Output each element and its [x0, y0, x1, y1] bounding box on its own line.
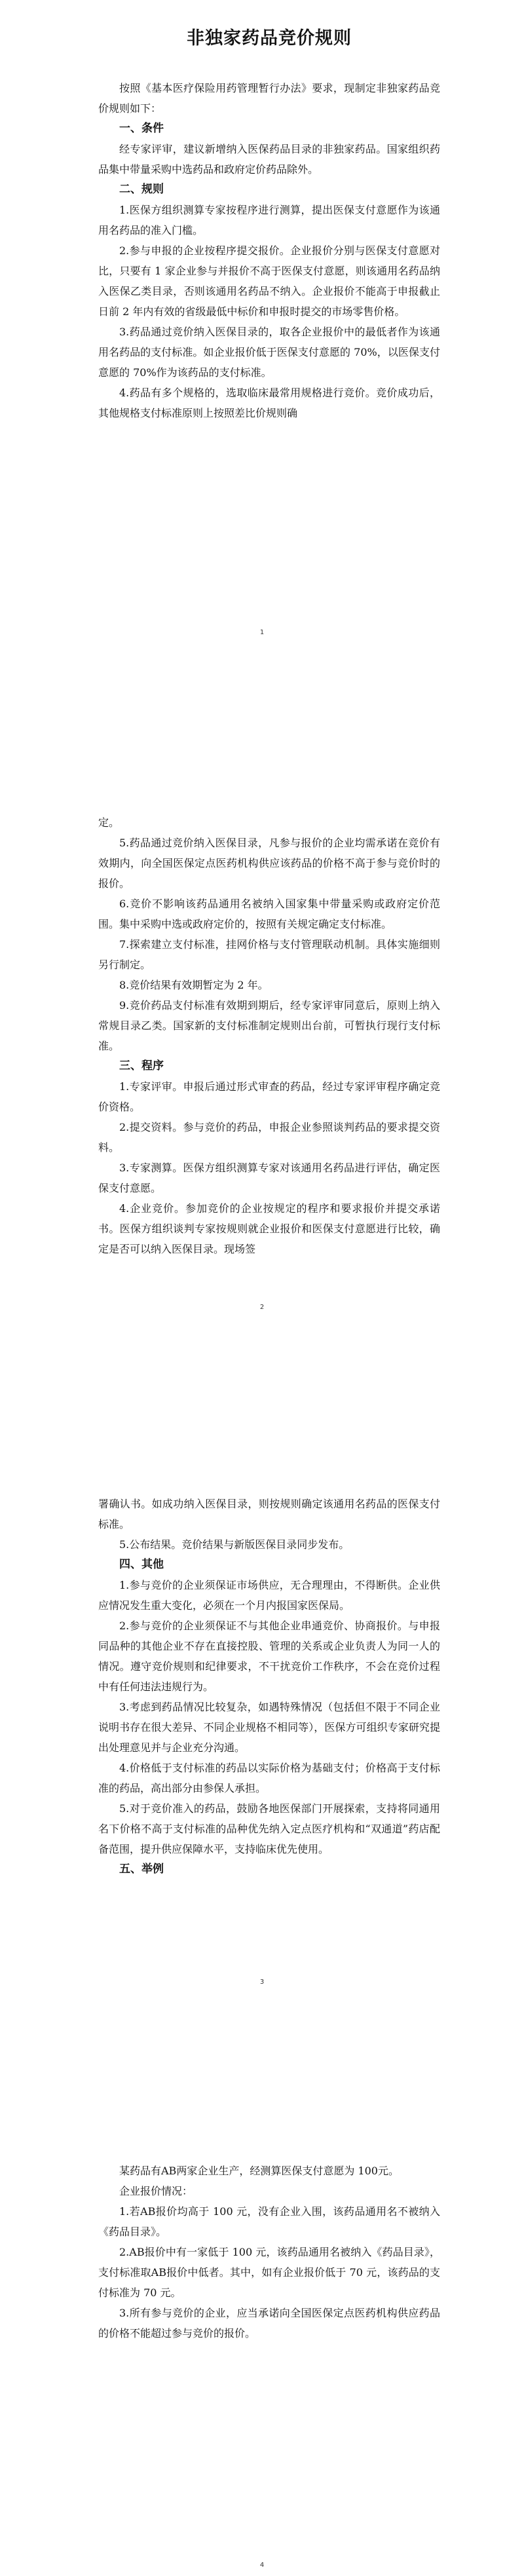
- paragraph: 2.参与竞价的企业须保证不与其他企业串通竞价、协商报价。与申报同品种的其他企业不存在直接控股、管理的关系或企业负责人为同一人的情况。遵守竞价规则和纪律要求，不干扰竞价工作秩序，不会在竞价过程中有任何违法违规行为。: [98, 1619, 440, 1693]
- section-heading-conditions: 一、条件: [119, 122, 164, 135]
- intro-paragraph: 按照《基本医疗保险用药管理暂行办法》要求，现制定非独家药品竞价规则如下：: [98, 82, 440, 115]
- paragraph: 8.竞价结果有效期暂定为 2 年。: [119, 979, 269, 991]
- section-heading-rules: 二、规则: [119, 183, 164, 196]
- page-4: [0, 2024, 524, 2576]
- paragraph: 1.医保方组织测算专家按程序进行测算，提出医保支付意愿作为该通用名药品的准入门槛。: [98, 204, 440, 237]
- paragraph: 1.参与竞价的企业须保证市场供应，无合理理由，不得断供。企业供应情况发生重大变化，必须在一个月内报国家医保局。: [98, 1579, 440, 1612]
- paragraph: 企业报价情况：: [119, 2185, 193, 2197]
- page-2: [0, 675, 524, 1350]
- paragraph: 3.专家测算。医保方组织测算专家对该通用名药品进行评估，确定医保支付意愿。: [98, 1162, 440, 1194]
- paragraph: 4.企业竞价。参加竞价的企业按规定的程序和要求报价并提交承诺书。医保方组织谈判专家按规则就企业报价和医保支付意愿进行比较，确定是否可以纳入医保目录。现场签: [98, 1202, 440, 1255]
- paragraph: 1.若AB报价均高于 100 元，没有企业入围，该药品通用名不被纳入《药品目录》。: [98, 2205, 440, 2238]
- paragraph: 5.公布结果。竞价结果与新版医保目录同步发布。: [119, 1538, 350, 1551]
- paragraph: 7.探索建立支付标准，挂网价格与支付管理联动机制。具体实施细则另行制定。: [98, 938, 440, 971]
- paragraph: 2.提交资料。参与竞价的药品，申报企业参照谈判药品的要求提交资料。: [98, 1121, 440, 1154]
- page-1: [0, 0, 524, 675]
- page-3-body: [98, 1494, 440, 1880]
- paragraph: 6.竞价不影响该药品通用名被纳入国家集中带量采购或政府定价范围。集中采购中选或政府定价的，按照有关规定确定支付标准。: [98, 898, 440, 930]
- paragraph: 3.药品通过竞价纳入医保目录的，取各企业报价中的最低者作为该通用名药品的支付标准。如企业报价低于医保支付意愿的 70%，以医保支付意愿的 70%作为该药品的支付标准。: [98, 326, 440, 379]
- paragraph: 4.价格低于支付标准的药品以实际价格为基础支付；价格高于支付标准的药品，高出部分由参保人承担。: [98, 1762, 440, 1794]
- page-number: 4: [259, 2562, 265, 2569]
- paragraph: 1.专家评审。申报后通过形式审查的药品，经过专家评审程序确定竞价资格。: [98, 1080, 440, 1113]
- paragraph: 5.药品通过竞价纳入医保目录，凡参与报价的企业均需承诺在竞价有效期内，向全国医保定点医药机构供应该药品的价格不高于参与竞价时的报价。: [98, 837, 440, 890]
- paragraph: 3.考虑到药品情况比较复杂，如遇特殊情况（包括但不限于不同企业说明书存在很大差异、不同企业规格不相同等），医保方可组织专家研究提出处理意见并与企业充分沟通。: [98, 1701, 440, 1754]
- paragraph: 署确认书。如成功纳入医保目录，则按规则确定该通用名药品的医保支付标准。: [98, 1498, 440, 1530]
- paragraph: 某药品有AB两家企业生产，经测算医保支付意愿为 100元。: [119, 2165, 399, 2177]
- paragraph: 5.对于竞价准入的药品，鼓励各地医保部门开展探索，支持将同通用名下价格不高于支付标准的品种优先纳入定点医疗机构和“双通道”药店配备范围，提升供应保障水平，支持临床优先使用。: [98, 1802, 440, 1855]
- paragraph: 2.参与申报的企业按程序提交报价。企业报价分别与医保支付意愿对比，只要有 1 家企业参与并报价不高于医保支付意愿，则该通用名药品纳入医保乙类目录，否则该通用名药品不纳入。企业报价不能高于申报截止日前 2 年内有效的省级最低中标价和申报时提交的市场零售价格。: [98, 244, 440, 318]
- page-1-body: [98, 78, 440, 423]
- section-heading-example: 五、举例: [119, 1863, 164, 1876]
- paragraph: 9.竞价药品支付标准有效期到期后，经专家评审同意后，原则上纳入常规目录乙类。国家新的支付标准制定规则出台前，可暂执行现行支付标准。: [98, 999, 440, 1052]
- paragraph: 定。: [98, 816, 120, 829]
- page-number: 2: [259, 1304, 265, 1311]
- page-3: [0, 1350, 524, 2024]
- paragraph: 3.所有参与竞价的企业，应当承诺向全国医保定点医药机构供应药品的价格不能超过参与竞价的报价。: [98, 2307, 440, 2339]
- section-heading-procedure: 三、程序: [119, 1059, 164, 1072]
- page-4-body: [98, 2161, 440, 2343]
- paragraph: 4.药品有多个规格的，选取临床最常用规格进行竞价。竞价成功后，其他规格支付标准原则上按照差比价规则确: [98, 387, 440, 419]
- page-number: 3: [259, 1979, 265, 1986]
- page-2-body: [98, 812, 440, 1259]
- page-number: 1: [259, 629, 265, 636]
- paragraph: 经专家评审，建议新增纳入医保药品目录的非独家药品。国家组织药品集中带量采购中选药品和政府定价药品除外。: [98, 143, 440, 176]
- section-heading-other: 四、其他: [119, 1558, 164, 1571]
- paragraph: 2.AB报价中有一家低于 100 元，该药品通用名被纳入《药品目录》，支付标准取AB报价中低者。其中，如有企业报价低于 70 元，该药品的支付标准为 70 元。: [98, 2246, 440, 2299]
- document-title: 非独家药品竞价规则: [187, 28, 352, 48]
